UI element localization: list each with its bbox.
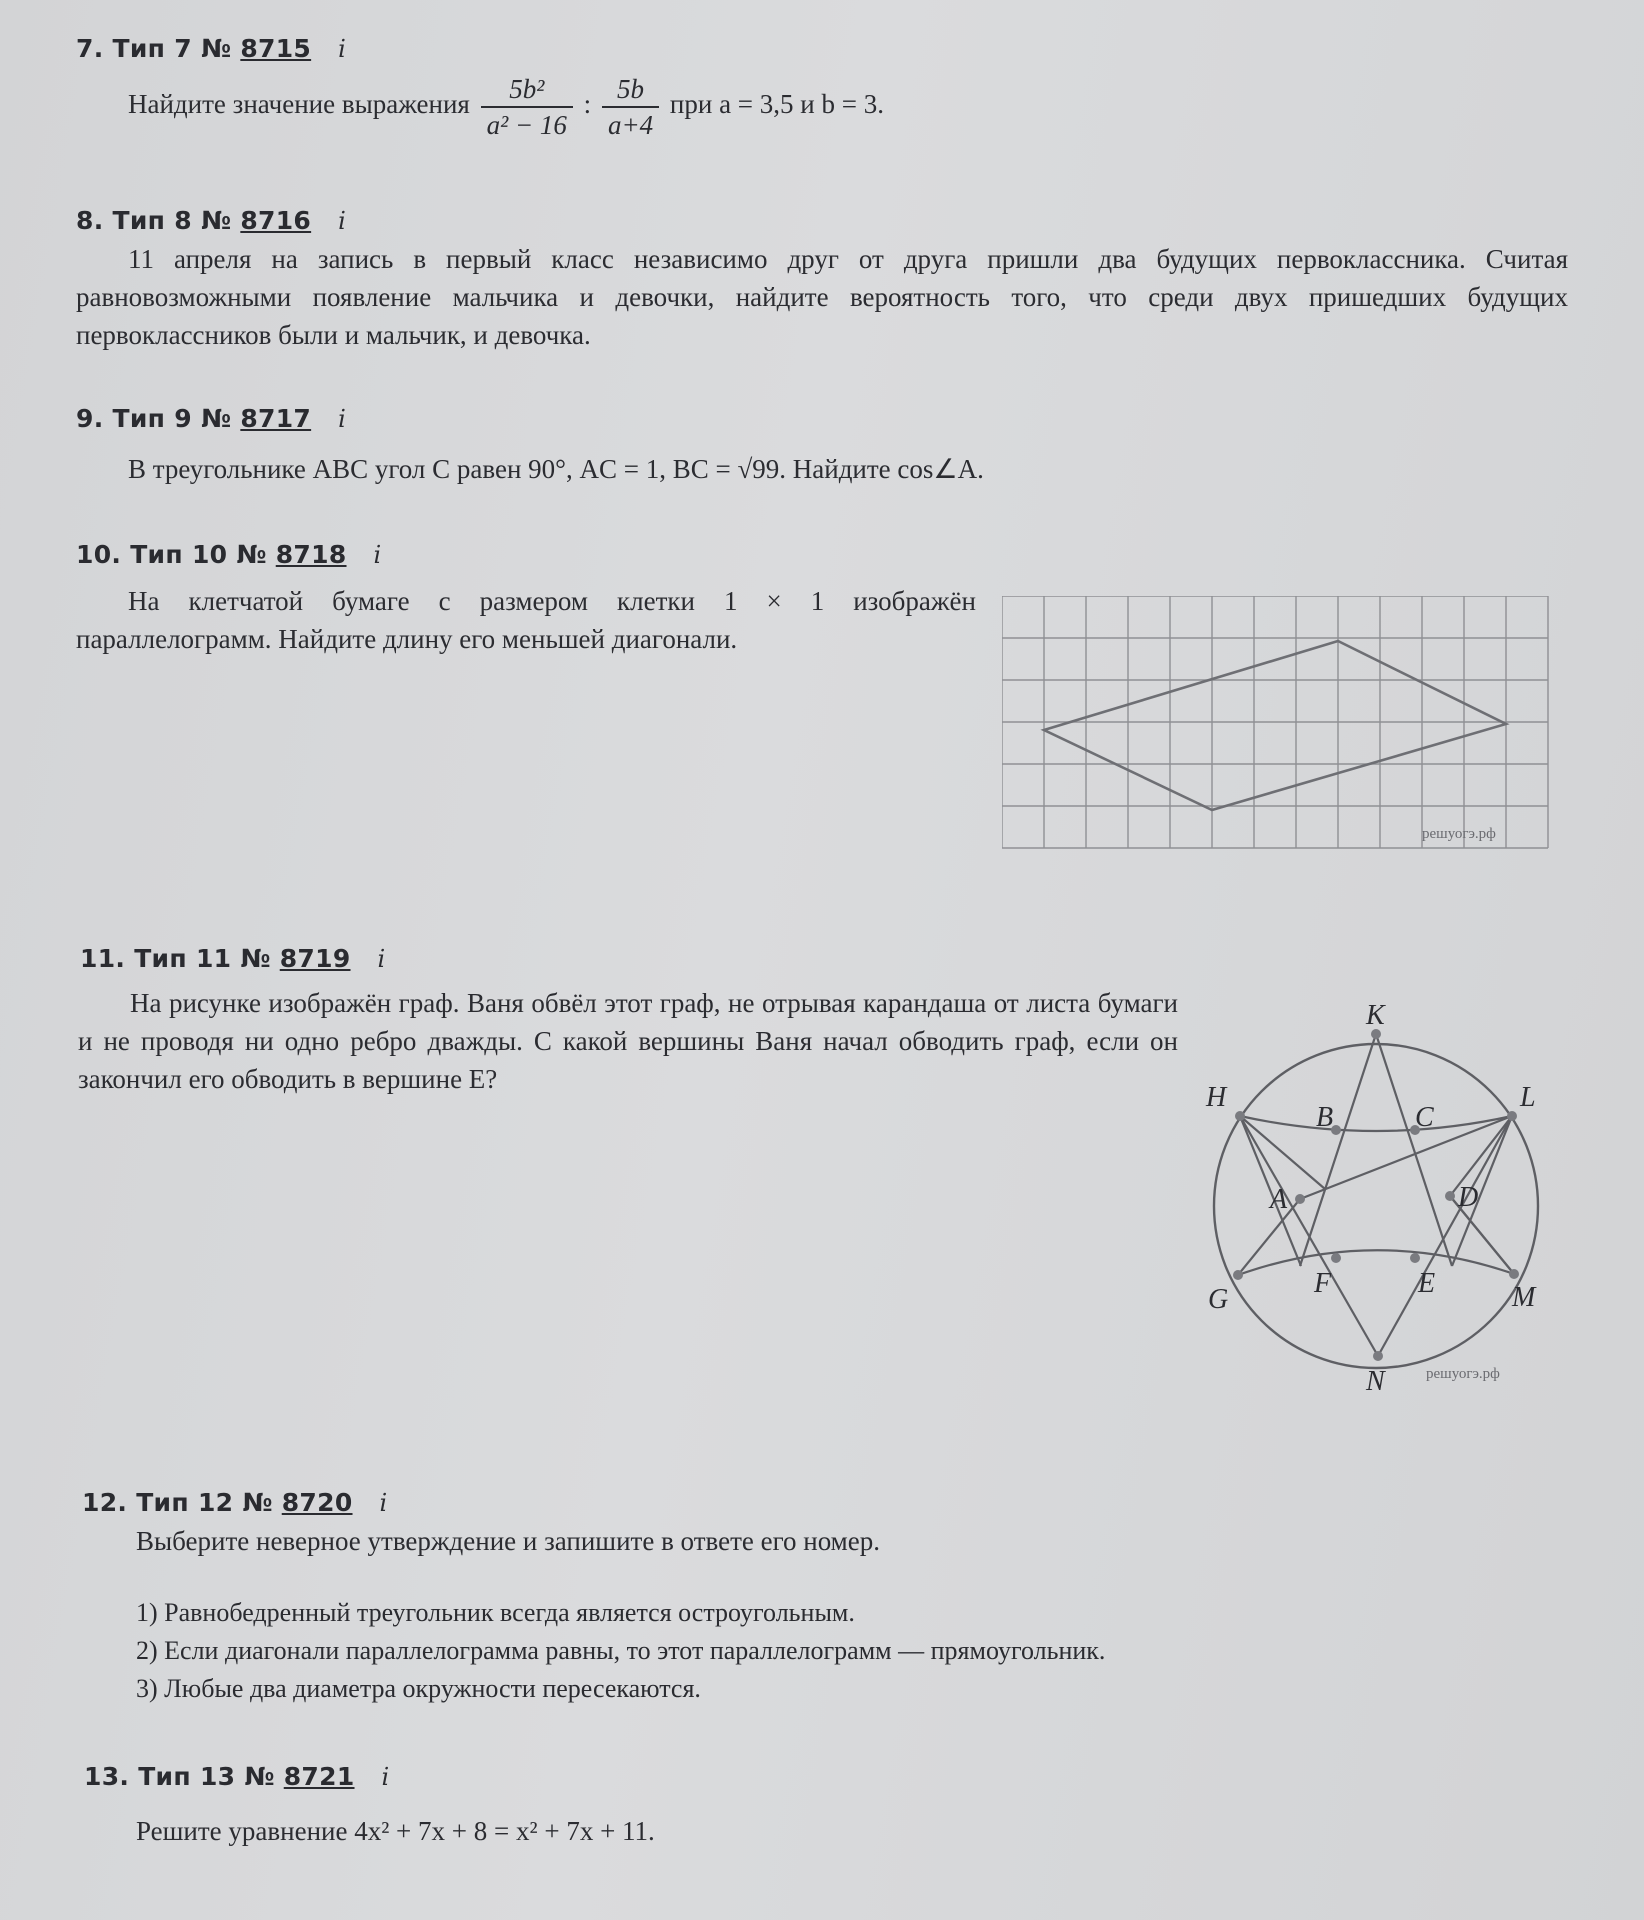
info-icon[interactable]: i [379,1489,388,1517]
fraction-2 [602,72,659,142]
vertex-label-b: B [1316,1102,1334,1133]
info-icon[interactable]: i [338,405,347,433]
vertex-label-f: F [1314,1268,1332,1299]
task-text [128,72,884,142]
vertex-label-a: A [1270,1184,1288,1215]
task-header [76,404,346,433]
option-3: 3) Любые два диаметра окружности пересекаются. [136,1674,701,1703]
vertex-label-k: K [1366,1000,1385,1031]
info-icon[interactable]: i [338,35,347,63]
watermark: решуогэ.рф [1426,1366,1500,1382]
info-icon[interactable]: i [377,945,386,973]
task-header [84,1762,390,1791]
task-text: Выберите неверное утверждение и запишите в ответе его номер. [136,1526,881,1556]
option-1: 1) Равнобедренный треугольник всегда является остроугольным. [136,1598,855,1627]
watermark: решуогэ.рф [1422,826,1496,842]
task-text: На клетчатой бумаге с размером клетки 1 × 1 изображён параллелограмм. Найдите длину его меньшей диагонали. [76,586,976,654]
task-id-link[interactable]: 8715 [240,34,312,63]
task-type-label: 11. Тип 11 № [80,944,271,973]
task-id-link[interactable]: 8718 [275,540,347,569]
task-id-link[interactable]: 8720 [281,1488,353,1517]
task-header [82,1488,388,1517]
task-id-link[interactable]: 8721 [283,1762,355,1791]
task-type-label: 13. Тип 13 № [84,1762,275,1791]
task-text: Решите уравнение 4x² + 7x + 8 = x² + 7x + 11. [136,1816,655,1846]
text-after: при a = 3,5 и b = 3. [669,89,884,120]
option-2: 2) Если диагонали параллелограмма равны, то этот параллелограмм — прямоугольник. [136,1636,1106,1665]
task-type-label: 10. Тип 10 № [76,540,267,569]
vertex-label-d: D [1458,1182,1479,1213]
division-sign: : [583,89,592,120]
vertex-label-g: G [1208,1284,1229,1315]
fraction-1 [481,72,573,142]
grid-parallelogram-figure [1002,596,1552,856]
task-header [80,944,386,973]
numerator: 5b² [481,72,573,108]
graph-circle [1214,1044,1538,1368]
task-text: 11 апреля на запись в первый класс независимо друг от друга пришли два будущих первоклассника. Считая равновозможными появление мальчика и девочки, найдите вероятность того, что среди двух пришедших будущих первоклассников были и мальчик, и девочка. [76,244,1568,350]
task-type-label: 7. Тип 7 № [76,34,232,63]
denominator: a² − 16 [486,110,567,140]
task-type-label: 12. Тип 12 № [82,1488,273,1517]
task-header [76,540,382,569]
vertex-label-e: E [1418,1268,1436,1299]
task-id-link[interactable]: 8717 [240,404,312,433]
vertex-label-l: L [1520,1082,1536,1113]
vertex-label-c: C [1415,1102,1434,1133]
info-icon[interactable]: i [381,1763,390,1791]
task-id-link[interactable]: 8716 [240,206,312,235]
task-text: В треугольнике ABC угол C равен 90°, AC = 1, BC = √99. Найдите cos∠A. [128,454,984,484]
vertex-labels [1205,1000,1537,1396]
task-text: На рисунке изображён граф. Ваня обвёл этот граф, не отрывая карандаша от листа бумаги и не проводя ни одно ребро дважды. С какой вершины Ваня начал обводить граф, если он закончил его обводить в вершине E? [78,988,1178,1094]
vertex-label-m: M [1512,1282,1536,1313]
task-type-label: 9. Тип 9 № [76,404,232,433]
task-type-label: 8. Тип 8 № [76,206,232,235]
parallelogram [1044,641,1506,810]
info-icon[interactable]: i [338,207,347,235]
info-icon[interactable]: i [373,541,382,569]
grid-lines [1002,596,1548,848]
text-before: Найдите значение выражения [128,89,470,120]
task-id-link[interactable]: 8719 [279,944,351,973]
graph-figure [1190,996,1570,1396]
task-header [76,34,346,63]
vertex-label-n: N [1366,1366,1385,1396]
denominator: a+4 [607,110,654,140]
task-header [76,206,346,235]
numerator: 5b [602,72,659,108]
vertex-label-h: H [1206,1082,1227,1113]
